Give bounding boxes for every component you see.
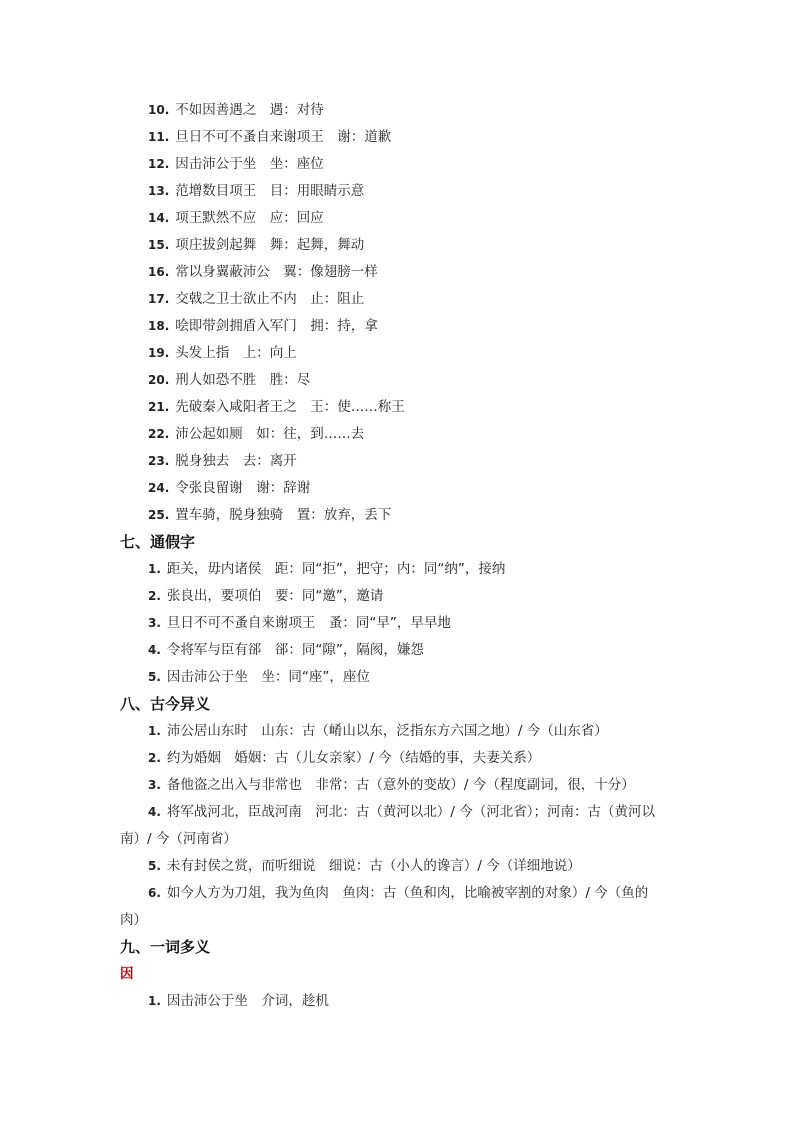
section-heading-tongjiazi: 七、通假字 <box>120 533 196 551</box>
list-item: 11. 旦日不可不蚤自来谢项王 谢：道歉 <box>148 129 392 145</box>
list-item-continuation: 肉） <box>120 912 147 928</box>
list-item: 1. 因击沛公于坐 介词，趁机 <box>148 993 329 1009</box>
list-item: 24. 令张良留谢 谢：辞谢 <box>148 480 311 496</box>
list-item: 1. 距关，毋内诸侯 距：同“拒”，把守；内：同“纳”，接纳 <box>148 561 506 577</box>
list-item: 2. 张良出，要项伯 要：同“邀”，邀请 <box>148 588 384 604</box>
list-item: 2. 约为婚姻 婚姻：古（儿女亲家）/ 今（结婚的事，夫妻关系） <box>148 750 541 766</box>
list-item-continuation: 南）/ 今（河南省） <box>120 831 237 847</box>
list-item: 16. 常以身翼蔽沛公 翼：像翅膀一样 <box>148 264 378 280</box>
list-item: 4. 将军战河北，臣战河南 河北：古（黄河以北）/ 今（河北省）；河南：古（黄河以 <box>148 804 656 820</box>
list-item: 5. 因击沛公于坐 坐：同“座”，座位 <box>148 669 370 685</box>
list-item: 10. 不如因善遇之 遇：对待 <box>148 102 324 118</box>
list-item: 14. 项王默然不应 应：回应 <box>148 210 324 226</box>
list-item: 19. 头发上指 上：向上 <box>148 345 297 361</box>
list-item: 13. 范增数目项王 目：用眼睛示意 <box>148 183 365 199</box>
word-subheading: 因 <box>120 966 134 982</box>
list-item: 25. 置车骑，脱身独骑 置：放弃，丢下 <box>148 507 392 523</box>
section-heading-yiciduoyi: 九、一词多义 <box>120 938 211 956</box>
list-item: 15. 项庄拔剑起舞 舞：起舞，舞动 <box>148 237 365 253</box>
list-item: 3. 旦日不可不蚤自来谢项王 蚤：同“早”，早早地 <box>148 615 451 631</box>
list-item: 22. 沛公起如厕 如：往，到……去 <box>148 426 365 442</box>
list-item: 3. 备他盗之出入与非常也 非常：古（意外的变故）/ 今（程度副词，很，十分） <box>148 777 635 793</box>
list-item: 20. 刑人如恐不胜 胜：尽 <box>148 372 311 388</box>
list-item: 23. 脱身独去 去：离开 <box>148 453 297 469</box>
list-item: 4. 令将军与臣有郤 郤：同“隙”，隔阂，嫌怨 <box>148 642 424 658</box>
list-item: 21. 先破秦入咸阳者王之 王：使……称王 <box>148 399 405 415</box>
list-item: 18. 哙即带剑拥盾入军门 拥：持，拿 <box>148 318 378 334</box>
list-item: 5. 未有封侯之赏，而听细说 细说：古（小人的谗言）/ 今（详细地说） <box>148 858 581 874</box>
list-item: 12. 因击沛公于坐 坐：座位 <box>148 156 324 172</box>
section-heading-gujinyiyi: 八、古今异义 <box>120 695 211 713</box>
list-item: 1. 沛公居山东时 山东：古（崤山以东，泛指东方六国之地）/ 今（山东省） <box>148 723 608 739</box>
list-item: 17. 交戟之卫士欲止不内 止：阻止 <box>148 291 365 307</box>
list-item: 6. 如今人方为刀俎，我为鱼肉 鱼肉：古（鱼和肉，比喻被宰割的对象）/ 今（鱼的 <box>148 885 649 901</box>
